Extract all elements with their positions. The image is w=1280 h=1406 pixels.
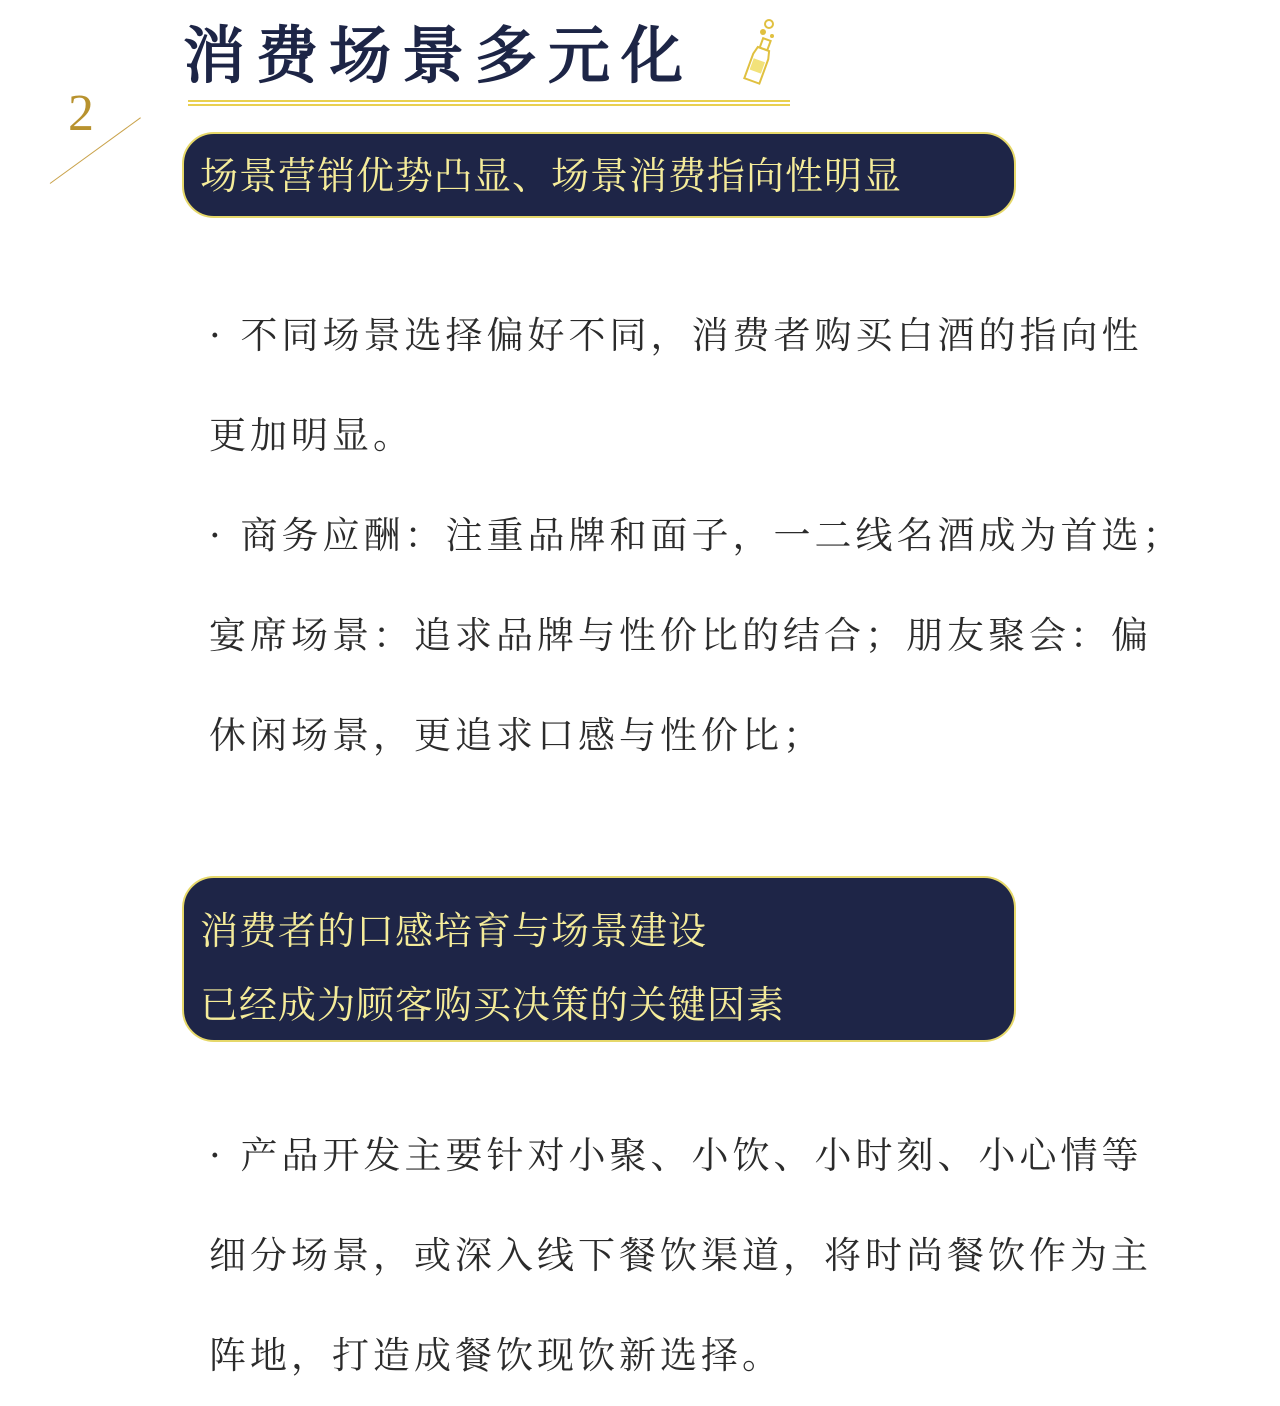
banner-2-line: 消费者的口感培育与场景建设 [200,909,708,953]
highlight-banner-2 [182,876,1016,1042]
paragraph-line: 阵地，打造成餐饮现饮新选择。 [209,1334,783,1377]
champagne-bottle-icon [738,16,780,86]
section-number: 2 [68,85,94,142]
paragraph-line: · 不同场景选择偏好不同，消费者购买白酒的指向性 [209,314,1143,357]
paragraph-scene-types [209,486,1269,786]
decorative-slash-line [50,117,141,184]
paragraph-line: 宴席场景：追求品牌与性价比的结合；朋友聚会：偏 [209,614,1152,657]
title-underline [188,100,790,106]
paragraph-product-development [209,1106,1269,1406]
paragraph-line: 细分场景，或深入线下餐饮渠道，将时尚餐饮作为主 [209,1234,1152,1277]
paragraph-line: 休闲场景，更追求口感与性价比； [209,714,824,757]
banner-2-line: 已经成为顾客购买决策的关键因素 [200,983,786,1027]
paragraph-line: · 商务应酬：注重品牌和面子，一二线名酒成为首选； [209,514,1184,557]
banner-1-text: 场景营销优势凸显、场景消费指向性明显 [200,154,903,198]
paragraph-scene-preference [209,286,1269,486]
highlight-banner-1 [182,132,1016,218]
section-title: 消费场景多元化 [183,19,695,92]
paragraph-line: 更加明显。 [209,414,414,457]
paragraph-line: · 产品开发主要针对小聚、小饮、小时刻、小心情等 [209,1134,1143,1177]
